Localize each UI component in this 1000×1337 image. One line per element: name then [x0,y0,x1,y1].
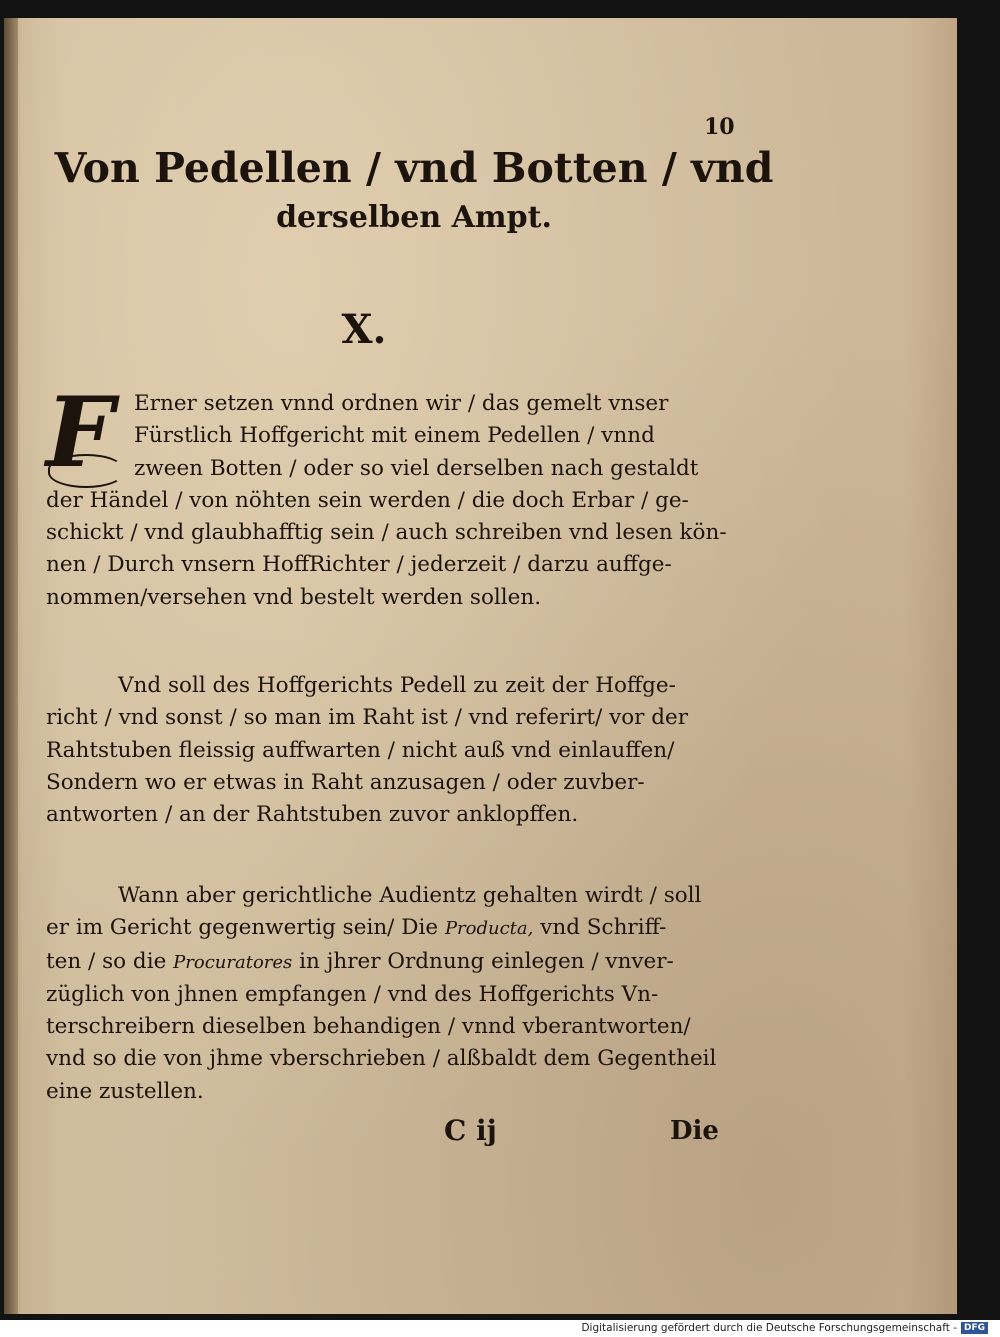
paragraph-3-line [46,912,716,945]
paragraph-3-text: in jhrer Ordnung einlegen / vnver- [299,948,674,974]
paragraph-3-line: züglich von jhnen empfangen / vnd des Hoffgerichts Vn- [46,981,659,1007]
credit-text: Digitalisierung gefördert durch die Deutsche Forschungsgemeinschaft - [581,1322,957,1334]
paragraph-1-line: zween Botten / oder so viel derselben nach gestaldt [134,455,699,481]
paragraph-2-line: antworten / an der Rahtstuben zuvor anklopffen. [46,802,579,828]
paragraph-1-line: nen / Durch vnsern HoffRichter / jederzeit / darzu auffge- [46,552,672,578]
latin-term: Producta, [444,918,534,940]
paragraph-2 [46,670,688,831]
decorated-initial: F [46,376,115,489]
digitization-credit [581,1321,988,1335]
signature-mark: C ij [444,1114,497,1147]
paragraph-1-line: nommen/versehen vnd bestelt werden sollen. [46,584,542,610]
paragraph-3-line: terschreibern dieselben behandigen / vnnd vberantworten/ [46,1014,691,1040]
latin-term: Procuratores [173,951,293,973]
paragraph-2-line: Rahtstuben fleissig auffwarten / nicht auß vnd einlauffen/ [46,737,675,763]
paragraph-3-text: er im Gericht gegenwertig sein/ Die [46,915,439,941]
chapter-heading-line-2: derselben Ampt. [276,200,552,235]
chapter-heading-line-1: Von Pedellen / vnd Botten / vnd [54,144,774,192]
paragraph-3-line: eine zustellen. [46,1078,204,1104]
paragraph-1-line: Erner setzen vnnd ordnen wir / das gemelt vnser [134,391,669,416]
paragraph-2-line: Sondern wo er etwas in Raht anzusagen / oder zuvber- [46,769,645,795]
chapter-number: X. [341,306,387,353]
paragraph-1-line: schickt / vnd glaubhafftig sein / auch schreiben vnd lesen kön- [46,520,727,546]
paragraph-3-line: Wann aber gerichtliche Audientz gehalten wirdt / soll [118,883,702,908]
paragraph-3-text: vnd Schriff- [540,915,667,941]
paragraph-2-line: Vnd soll des Hoffgerichts Pedell zu zeit der Hoffge- [118,673,676,698]
dfg-logo: DFG [961,1322,988,1334]
paragraph-3-text: ten / so die [46,948,167,974]
paragraph-3-line: vnd so die von jhme vberschrieben / alßbaldt dem Gegentheil [46,1046,717,1072]
paragraph-3-line [46,946,716,979]
page-gutter-shadow [4,18,18,1314]
book-page [4,18,957,1314]
catchword: Die [670,1116,719,1146]
paragraph-1-line: der Händel / von nöhten sein werden / die doch Erbar / ge- [46,487,689,513]
paragraph-2-line: richt / vnd sonst / so man im Raht ist / vnd referirt/ vor der [46,705,689,731]
paragraph-1-line: Fürstlich Hoffgericht mit einem Pedellen / vnnd [134,423,655,449]
page-number: 10 [704,114,735,140]
paragraph-1 [46,388,727,614]
paragraph-3 [46,880,716,1108]
